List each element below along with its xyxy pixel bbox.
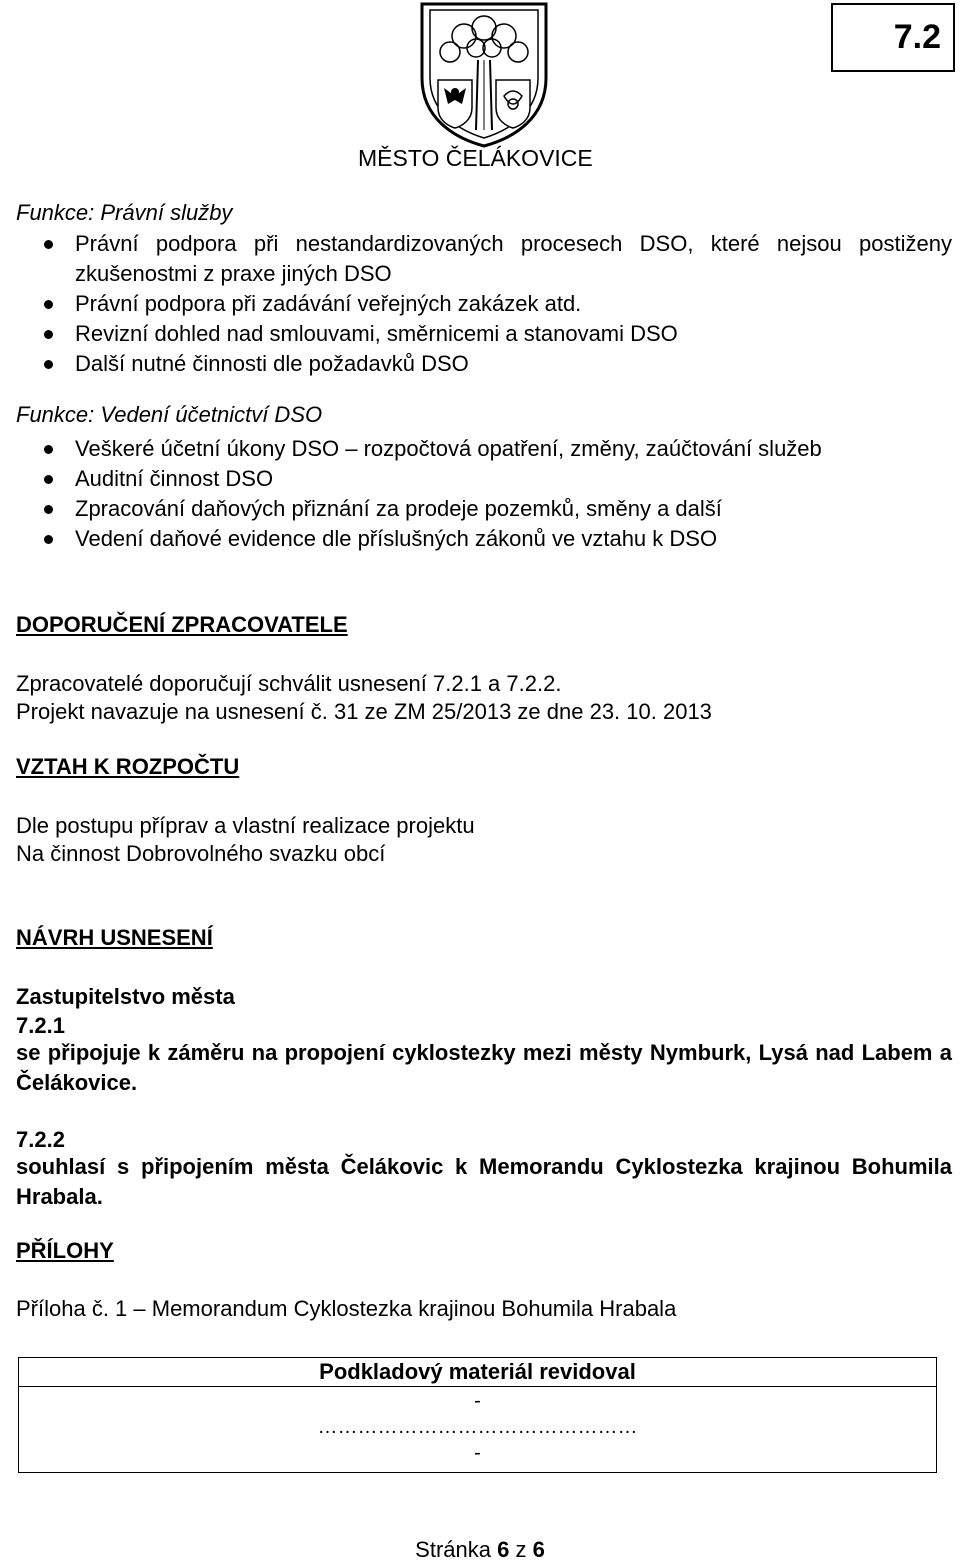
review-line-1: - bbox=[474, 1390, 481, 1412]
coat-of-arms-icon bbox=[414, 0, 554, 148]
bullet-icon bbox=[44, 240, 53, 249]
review-dotted-line: ………………………………………… bbox=[317, 1416, 638, 1438]
resolution-1-text: se připojuje k záměru na propojení cyklostezky mezi městy Nymburk, Lysá nad Labem a Čelákovice. bbox=[16, 1040, 952, 1095]
budget-line-2: Na činnost Dobrovolného svazku obcí bbox=[16, 841, 386, 866]
bullet-icon bbox=[44, 445, 53, 454]
budget-line-1: Dle postupu příprav a vlastní realizace projektu bbox=[16, 813, 475, 838]
resolution-body: Zastupitelstvo města bbox=[16, 984, 235, 1009]
legal-functions-title: Funkce: Právní služby bbox=[16, 200, 233, 225]
list-item: Právní podpora při nestandardizovaných procesech DSO, které nejsou postiženy zkušenostmi z praxe jiných DSO bbox=[0, 229, 960, 289]
list-item: Právní podpora při zadávání veřejných zakázek atd. bbox=[0, 289, 960, 319]
footer-prefix: Stránka bbox=[415, 1537, 498, 1562]
review-line-3: - bbox=[474, 1442, 481, 1464]
list-item: Další nutné činnosti dle požadavků DSO bbox=[0, 349, 960, 379]
list-item: Auditní činnost DSO bbox=[0, 464, 960, 494]
recommendation-line-1: Zpracovatelé doporučují schválit usnesení 7.2.1 a 7.2.2. bbox=[16, 671, 562, 696]
accounting-functions-title: Funkce: Vedení účetnictví DSO bbox=[16, 402, 323, 427]
bullet-icon bbox=[44, 535, 53, 544]
bullet-icon bbox=[44, 360, 53, 369]
footer-middle: z bbox=[509, 1537, 533, 1562]
resolution-2-text: souhlasí s připojením města Čelákovic k Memorandu Cyklostezka krajinou Bohumila Hrabala. bbox=[16, 1154, 952, 1209]
bullet-icon bbox=[44, 300, 53, 309]
town-name: MĚSTO ČELÁKOVICE bbox=[358, 145, 593, 171]
resolution-heading: NÁVRH USNESENÍ bbox=[16, 925, 213, 950]
footer-page: 6 bbox=[497, 1537, 510, 1562]
attachments-heading: PŘÍLOHY bbox=[16, 1238, 114, 1263]
page-footer bbox=[0, 1537, 960, 1563]
bullet-icon bbox=[44, 330, 53, 339]
list-item: Zpracování daňových přiznání za prodeje pozemků, směny a další bbox=[0, 494, 960, 524]
list-item: Vedení daňové evidence dle příslušných zákonů ve vztahu k DSO bbox=[0, 524, 960, 554]
footer-total: 6 bbox=[532, 1537, 545, 1562]
review-table-title: Podkladový materiál revidoval bbox=[19, 1358, 936, 1387]
review-table bbox=[18, 1357, 937, 1473]
recommendation-line-2: Projekt navazuje na usnesení č. 31 ze ZM 25/2013 ze dne 23. 10. 2013 bbox=[16, 699, 712, 724]
legal-functions-list bbox=[0, 229, 960, 379]
recommendation-heading: DOPORUČENÍ ZPRACOVATELE bbox=[16, 612, 348, 637]
resolution-1-number: 7.2.1 bbox=[16, 1013, 65, 1038]
resolution-2-number: 7.2.2 bbox=[16, 1127, 65, 1152]
attachment-item: Příloha č. 1 – Memorandum Cyklostezka krajinou Bohumila Hrabala bbox=[16, 1296, 677, 1321]
list-item: Revizní dohled nad smlouvami, směrnicemi a stanovami DSO bbox=[0, 319, 960, 349]
list-item: Veškeré účetní úkony DSO – rozpočtová opatření, změny, zaúčtování služeb bbox=[0, 434, 960, 464]
budget-heading: VZTAH K ROZPOČTU bbox=[16, 754, 240, 779]
bullet-icon bbox=[44, 505, 53, 514]
page-marker-box bbox=[831, 3, 955, 72]
accounting-functions-list bbox=[0, 434, 960, 554]
bullet-icon bbox=[44, 475, 53, 484]
page-marker: 7.2 bbox=[893, 18, 941, 56]
